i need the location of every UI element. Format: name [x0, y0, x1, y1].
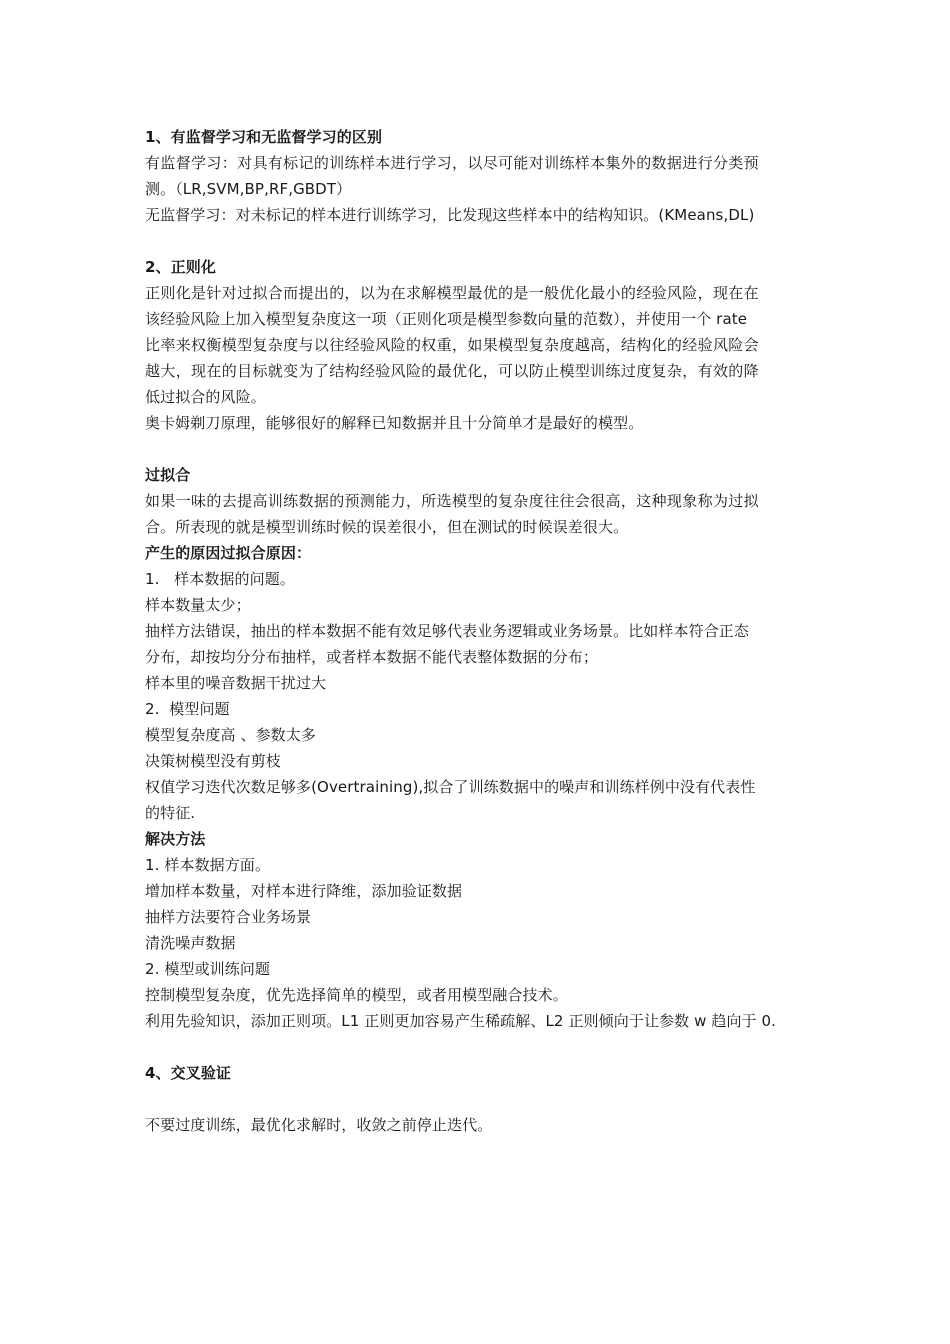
subheading-causes: 产生的原因过拟合原因：: [145, 544, 312, 562]
list-item: 模型复杂度高 、参数太多: [145, 726, 316, 744]
list-item: 增加样本数量，对样本进行降维，添加验证数据: [145, 882, 463, 900]
paragraph-line: 比率来权衡模型复杂度与以往经验风险的权重，如果模型复杂度越高，结构化的经验风险会: [145, 336, 760, 354]
list-item: 样本数量太少；: [145, 596, 251, 614]
list-item: 清洗噪声数据: [145, 934, 236, 952]
list-item: 2. 模型或训练问题: [145, 960, 271, 978]
list-item: 权值学习迭代次数足够多(Overtraining),拟合了训练数据中的噪声和训练样例中没有代表性: [145, 778, 756, 796]
list-item: 2. 模型问题: [145, 700, 230, 718]
list-item: 利用先验知识，添加正则项。L1 正则更加容易产生稀疏解、L2 正则倾向于让参数 w 趋向于 0.: [145, 1012, 777, 1030]
paragraph-line: 正则化是针对过拟合而提出的，以为在求解模型最优的是一般优化最小的经验风险，现在在: [145, 284, 760, 302]
list-item: 抽样方法要符合业务场景: [145, 908, 312, 926]
subheading-solutions: 解决方法: [145, 830, 206, 848]
list-item: 1. 样本数据方面。: [145, 856, 271, 874]
paragraph-line: 无监督学习：对未标记的样本进行训练学习，比发现这些样本中的结构知识。(KMeans,DL): [145, 206, 755, 224]
paragraph-line: 奥卡姆剃刀原理，能够很好的解释已知数据并且十分简单才是最好的模型。: [145, 414, 644, 432]
paragraph-line: 不要过度训练，最优化求解时，收敛之前停止迭代。: [145, 1116, 493, 1134]
paragraph-line: 如果一味的去提高训练数据的预测能力，所选模型的复杂度往往会很高，这种现象称为过拟: [145, 492, 760, 510]
section-heading-overfitting: 过拟合: [145, 466, 191, 484]
list-item: 控制模型复杂度，优先选择简单的模型，或者用模型融合技术。: [145, 986, 568, 1004]
section-heading-regularization: 2、正则化: [145, 258, 216, 276]
list-item: 决策树模型没有剪枝: [145, 752, 281, 770]
paragraph-line: 合。所表现的就是模型训练时候的误差很小，但在测试的时候误差很大。: [145, 518, 629, 536]
paragraph-line: 该经验风险上加入模型复杂度这一项（正则化项是模型参数向量的范数），并使用一个 rate: [145, 310, 748, 328]
list-item: 1. 样本数据的问题。: [145, 570, 295, 588]
blank-line: [145, 1086, 813, 1112]
blank-line: [145, 1034, 813, 1060]
paragraph-line: 有监督学习：对具有标记的训练样本进行学习，以尽可能对训练样本集外的数据进行分类预: [145, 154, 760, 172]
section-heading-supervised: 1、有监督学习和无监督学习的区别: [145, 128, 383, 146]
section-heading-cross-validation: 4、交叉验证: [145, 1064, 232, 1082]
list-item: 样本里的噪音数据干扰过大: [145, 674, 327, 692]
blank-line: [145, 228, 813, 254]
list-item: 的特征.: [145, 804, 196, 822]
paragraph-line: 越大，现在的目标就变为了结构经验风险的最优化，可以防止模型训练过度复杂，有效的降: [145, 362, 760, 380]
list-item: 抽样方法错误，抽出的样本数据不能有效足够代表业务逻辑或业务场景。比如样本符合正态: [145, 622, 750, 640]
list-item: 分布，却按均分分布抽样，或者样本数据不能代表整体数据的分布；: [145, 648, 599, 666]
paragraph-line: 测。（LR,SVM,BP,RF,GBDT）: [145, 180, 352, 198]
paragraph-line: 低过拟合的风险。: [145, 388, 266, 406]
blank-line: [145, 436, 813, 462]
document-page: [145, 124, 813, 1138]
